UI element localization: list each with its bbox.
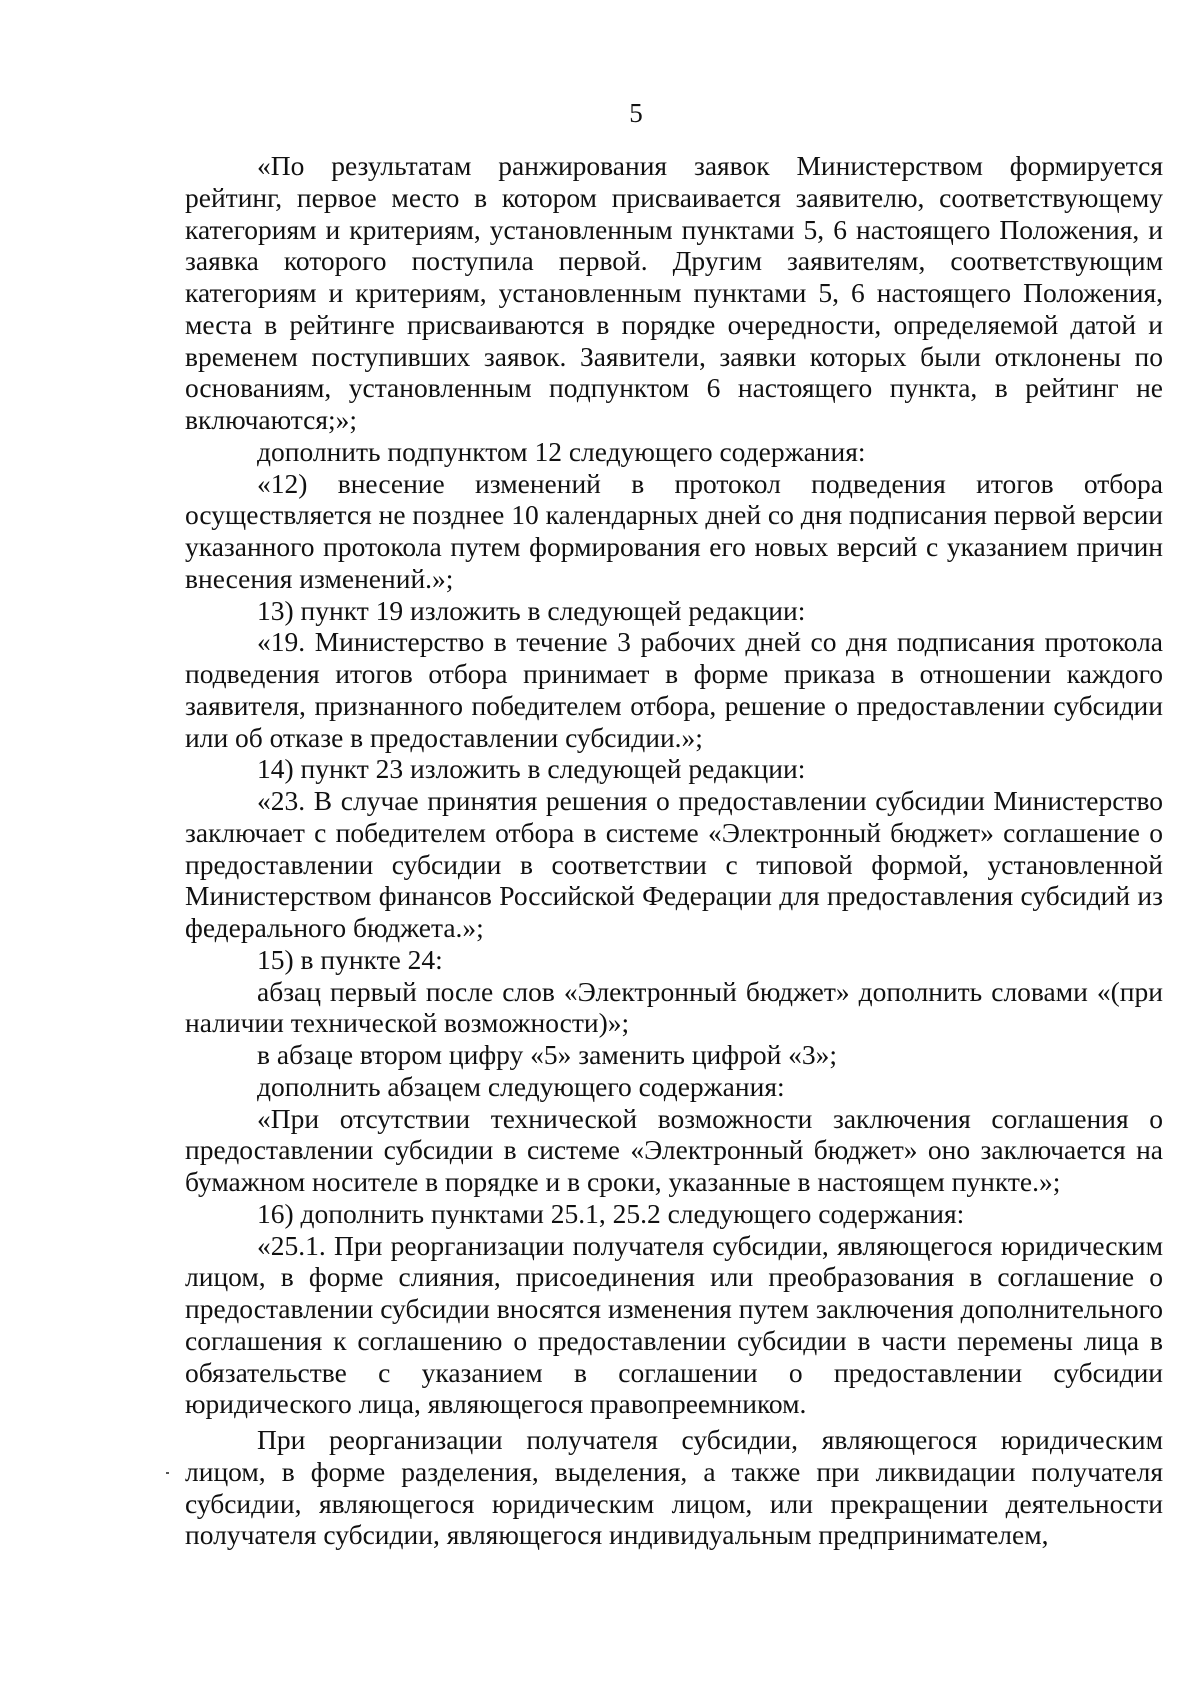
paragraph-reorganization: При реорганизации получателя субсидии, являющегося юридическим лицом, в форме разделения, выделения, а также при ликвидации получателя субсидии, являющегося юридическим лицом, или прекращении деятельности получателя субсидии, являющегося индивидуальным предпринимателем, — [185, 1424, 1163, 1551]
document-body — [185, 150, 1163, 1551]
paragraph-item-14: 14) пункт 23 изложить в следующей редакции: — [257, 753, 806, 785]
paragraph-clause-19: «19. Министерство в течение 3 рабочих дней со дня подписания протокола подведения итогов отбора принимает в форме приказа в отношении каждого заявителя, признанного победителем отбора, решение о предоставлении субсидии или об отказе в предоставлении субсидии.»; — [185, 626, 1163, 753]
paragraph-clause-25-1: «25.1. При реорганизации получателя субсидии, являющегося юридическим лицом, в форме слияния, присоединения или преобразования в соглашение о предоставлении субсидии вносятся изменения путем заключения дополнительного соглашения к соглашению о предоставлении субсидии в части перемены лица в обязательстве с указанием в соглашении о предоставлении субсидии юридического лица, являющегося правопреемником. — [185, 1229, 1163, 1420]
paragraph-item-13: 13) пункт 19 изложить в следующей редакции: — [257, 594, 806, 626]
paragraph-clause-23: «23. В случае принятия решения о предоставлении субсидии Министерство заключает с победителем отбора в системе «Электронный бюджет» соглашение о предоставлении субсидии в соответствии с типовой формой, установленной Министерством финансов Российской Федерации для предоставления субсидий из федерального бюджета.»; — [185, 785, 1163, 943]
paragraph-second-abzac: в абзаце втором цифру «5» заменить цифрой «3»; — [257, 1039, 838, 1070]
paragraph-no-technical-possibility: «При отсутствии технической возможности заключения соглашения о предоставлении субсидии в системе «Электронный бюджет» оно заключается на бумажном носителе в порядке и в сроки, указанные в настоящем пункте.»; — [185, 1102, 1163, 1197]
paragraph-add-subclause-12: дополнить подпунктом 12 следующего содержания: — [257, 435, 866, 467]
paragraph-subclause-12: «12) внесение изменений в протокол подведения итогов отбора осуществляется не позднее 10 календарных дней со дня подписания первой версии указанного протокола путем формирования его новых версий с указанием причин внесения изменений.»; — [185, 467, 1164, 594]
page-number: 5 — [629, 98, 643, 128]
paragraph-ranking-rule: «По результатам ранжирования заявок Министерством формируется рейтинг, первое место в котором присваивается заявителю, соответствующему категориям и критериям, установленным пунктами 5, 6 настоящего Положения, и заявка которого поступила первой. Другим заявителям, соответствующим категориям и критериям, установленным пунктами 5, 6 настоящего Положения, места в рейтинге присваиваются в порядке очередности, определяемой датой и временем поступивших заявок. Заявители, заявки которых были отклонены по основаниям, установленным подпунктом 6 настоящего пункта, в рейтинг не включаются;»; — [185, 150, 1163, 435]
paragraph-first-abzac: абзац первый после слов «Электронный бюджет» дополнить словами «(при наличии технической возможности)»; — [185, 975, 1163, 1039]
paragraph-item-16: 16) дополнить пунктами 25.1, 25.2 следующего содержания: — [257, 1197, 965, 1229]
paragraph-add-abzac: дополнить абзацем следующего содержания: — [257, 1070, 785, 1102]
scan-speck — [166, 1472, 169, 1474]
paragraph-item-15: 15) в пункте 24: — [257, 943, 443, 975]
